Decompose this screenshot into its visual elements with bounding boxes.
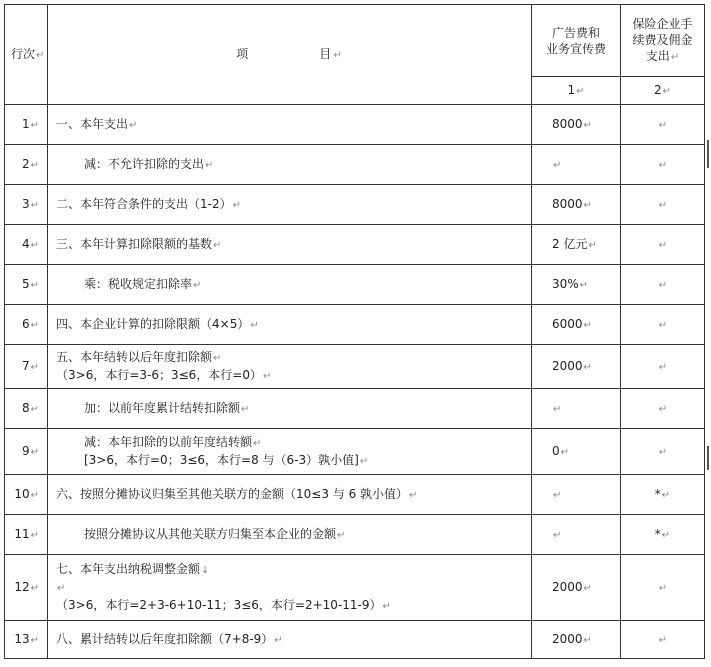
item-description-cell — [48, 389, 532, 429]
cell-text: 按照分摊协议从其他关联方归集至本企业的金额 — [84, 526, 337, 541]
paragraph-mark-icon: ↵ — [553, 159, 562, 171]
cell-text: 加：以前年度累计结转扣除额 — [84, 400, 241, 415]
paragraph-mark-icon: ↵ — [658, 159, 668, 171]
header-item — [48, 5, 532, 105]
paragraph-mark-icon: ↵ — [583, 634, 592, 646]
cell-text: 13 — [14, 631, 30, 646]
item-description-cell — [48, 555, 532, 621]
cell-text: 八、累计结转以后年度扣除额（7+8-9） — [56, 631, 274, 646]
header-advertising — [532, 5, 621, 77]
paragraph-mark-icon: ↵ — [583, 361, 592, 373]
paragraph-mark-icon: ↵ — [658, 403, 668, 415]
cell-text: 8 — [21, 400, 30, 415]
paragraph-mark-icon: ↵ — [553, 403, 562, 415]
paragraph-mark-icon: ↵ — [213, 239, 222, 251]
cell-text: 项 — [236, 46, 250, 61]
cell-text: 续费及佣金 — [632, 32, 693, 47]
row-number-cell — [5, 145, 48, 185]
paragraph-mark-icon: ↵ — [250, 319, 259, 331]
table-row — [5, 429, 705, 475]
row-number-cell — [5, 621, 48, 659]
paragraph-mark-icon: ↵ — [213, 352, 222, 364]
cell-text: 2 — [21, 156, 30, 171]
cell-text: 6000 — [552, 316, 583, 331]
paragraph-mark-icon: ↵ — [253, 437, 262, 449]
paragraph-mark-icon: ↵ — [658, 199, 668, 211]
paragraph-mark-icon: ↵ — [359, 455, 369, 467]
paragraph-mark-icon: ↵ — [583, 582, 592, 594]
row-number-cell — [5, 305, 48, 345]
insurance-amount-cell — [621, 105, 705, 145]
paragraph-mark-icon: ↵ — [232, 199, 241, 211]
row-number-cell — [5, 185, 48, 225]
cell-text: 一、本年支出 — [56, 116, 129, 131]
paragraph-mark-icon: ↵ — [30, 582, 39, 594]
paragraph-mark-icon: ↵ — [670, 51, 680, 63]
cell-text: 乘：税收规定扣除率 — [84, 276, 193, 291]
cell-text: 9 — [21, 443, 30, 458]
cell-text: 2000 — [552, 631, 583, 646]
row-number-cell — [5, 515, 48, 555]
cell-text: 二、本年符合条件的支出（1-2） — [56, 196, 232, 211]
paragraph-mark-icon: ↵ — [30, 529, 39, 541]
item-description-cell — [48, 185, 532, 225]
item-description-cell — [48, 429, 532, 475]
paragraph-mark-icon: ↵ — [658, 361, 668, 373]
item-description-cell — [48, 265, 532, 305]
advertising-amount-cell — [532, 265, 621, 305]
item-description-cell — [48, 621, 532, 659]
table-row — [5, 475, 705, 515]
paragraph-mark-icon: ↵ — [241, 403, 250, 415]
insurance-amount-cell — [621, 515, 705, 555]
advertising-amount-cell — [532, 225, 621, 265]
advertising-amount-cell — [532, 555, 621, 621]
insurance-amount-cell — [621, 621, 705, 659]
header-row — [5, 5, 705, 77]
cell-text: * — [654, 486, 661, 501]
adv-col-number — [532, 77, 621, 105]
paragraph-mark-icon: ↵ — [36, 49, 45, 61]
row-number-cell — [5, 555, 48, 621]
cell-text: 30% — [552, 276, 579, 291]
paragraph-mark-icon: ↵ — [274, 634, 283, 646]
cell-text: 六、按照分摊协议归集至其他关联方的金额（10≤3 与 6 孰小值） — [56, 486, 409, 501]
paragraph-mark-icon: ↵ — [658, 319, 668, 331]
row-number-cell — [5, 265, 48, 305]
paragraph-mark-icon: ↵ — [661, 529, 671, 541]
row-number-cell — [5, 225, 48, 265]
paragraph-mark-icon: ↵ — [662, 85, 672, 97]
table-row — [5, 305, 705, 345]
table-row — [5, 555, 705, 621]
insurance-amount-cell — [621, 475, 705, 515]
paragraph-mark-icon: ↵ — [579, 279, 589, 291]
paragraph-mark-icon: ↵ — [560, 446, 570, 458]
paragraph-mark-icon: ↵ — [583, 199, 592, 211]
table-row — [5, 389, 705, 429]
cell-text: 7 — [21, 358, 30, 373]
item-description-cell — [48, 515, 532, 555]
paragraph-mark-icon: ↓ — [201, 564, 210, 576]
paragraph-mark-icon: ↵ — [588, 239, 597, 251]
paragraph-mark-icon: ↵ — [661, 489, 671, 501]
paragraph-mark-icon: ↵ — [333, 49, 343, 61]
paragraph-mark-icon: ↵ — [382, 600, 391, 612]
table-row — [5, 621, 705, 659]
advertising-amount-cell — [532, 145, 621, 185]
cell-text: 五、本年结转以后年度扣除额 — [56, 349, 213, 364]
paragraph-mark-icon: ↵ — [553, 489, 562, 501]
row-number-cell — [5, 389, 48, 429]
advertising-amount-cell — [532, 185, 621, 225]
cell-text: 8000 — [552, 116, 583, 131]
paragraph-mark-icon: ↵ — [658, 119, 668, 131]
advertising-amount-cell — [532, 475, 621, 515]
cell-text: 四、本企业计算的扣除限额（4×5） — [56, 316, 250, 331]
margin-marker — [707, 140, 709, 168]
cell-text: 行次 — [11, 46, 36, 61]
paragraph-mark-icon: ↵ — [30, 159, 39, 171]
item-description-cell — [48, 225, 532, 265]
advertising-amount-cell — [532, 621, 621, 659]
paragraph-mark-icon: ↵ — [583, 319, 592, 331]
cell-text: 12 — [14, 579, 30, 594]
cell-text: 三、本年计算扣除限额的基数 — [56, 236, 213, 251]
advertising-amount-cell — [532, 389, 621, 429]
paragraph-mark-icon: ↵ — [30, 239, 39, 251]
cell-text: 减：本年扣除的以前年度结转额 — [84, 434, 253, 449]
header-row-no — [5, 5, 48, 105]
insurance-amount-cell — [621, 345, 705, 389]
paragraph-mark-icon: ↵ — [658, 582, 668, 594]
cell-text: 目 — [319, 46, 333, 61]
item-description-cell — [48, 105, 532, 145]
row-number-cell — [5, 475, 48, 515]
cell-text: * — [654, 526, 661, 541]
insurance-amount-cell — [621, 265, 705, 305]
table-row — [5, 515, 705, 555]
cell-text: 2 亿元 — [552, 236, 588, 251]
cell-text: 2000 — [552, 358, 583, 373]
paragraph-mark-icon: ↵ — [658, 239, 668, 251]
table-row — [5, 145, 705, 185]
item-description-cell — [48, 345, 532, 389]
paragraph-mark-icon: ↵ — [30, 319, 39, 331]
paragraph-mark-icon: ↵ — [409, 489, 418, 501]
paragraph-mark-icon: ↵ — [576, 85, 585, 97]
cell-text: 保险企业手 — [632, 16, 693, 31]
cell-text: 七、本年支出纳税调整金额 — [56, 561, 201, 576]
paragraph-mark-icon: ↵ — [658, 634, 668, 646]
deduction-table — [4, 4, 705, 659]
paragraph-mark-icon: ↵ — [337, 529, 346, 541]
table-row — [5, 345, 705, 389]
row-number-cell — [5, 429, 48, 475]
insurance-amount-cell — [621, 389, 705, 429]
cell-text: 2 — [653, 82, 662, 97]
row-number-cell — [5, 105, 48, 145]
table-row — [5, 105, 705, 145]
cell-text: 广告费和 — [551, 25, 600, 40]
cell-text: 5 — [21, 276, 30, 291]
cell-text: 业务宣传费 — [545, 41, 606, 56]
ins-col-number — [621, 77, 705, 105]
paragraph-mark-icon: ↵ — [263, 370, 272, 382]
advertising-amount-cell — [532, 515, 621, 555]
paragraph-mark-icon: ↵ — [583, 119, 592, 131]
paragraph-mark-icon: ↵ — [658, 279, 668, 291]
paragraph-mark-icon: ↵ — [30, 199, 39, 211]
paragraph-mark-icon: ↵ — [30, 279, 39, 291]
cell-text: 11 — [14, 526, 30, 541]
cell-text: 10 — [14, 486, 30, 501]
cell-text: 8000 — [552, 196, 583, 211]
insurance-amount-cell — [621, 429, 705, 475]
advertising-amount-cell — [532, 345, 621, 389]
paragraph-mark-icon: ↵ — [553, 529, 562, 541]
paragraph-mark-icon: ↵ — [193, 279, 202, 291]
paragraph-mark-icon: ↵ — [30, 403, 39, 415]
insurance-amount-cell — [621, 145, 705, 185]
paragraph-mark-icon: ↵ — [57, 582, 66, 594]
insurance-amount-cell — [621, 185, 705, 225]
item-description-cell — [48, 305, 532, 345]
header-insurance-commission — [621, 5, 705, 77]
cell-text: 2000 — [552, 579, 583, 594]
item-description-cell — [48, 145, 532, 185]
insurance-amount-cell — [621, 305, 705, 345]
cell-text: （3>6，本行=3-6；3≤6，本行=0） — [56, 367, 262, 382]
advertising-amount-cell — [532, 105, 621, 145]
cell-text: 6 — [21, 316, 30, 331]
insurance-amount-cell — [621, 555, 705, 621]
cell-text: [3>6，本行=0；3≤6，本行=8 与（6-3）孰小值] — [84, 452, 359, 467]
item-description-cell — [48, 475, 532, 515]
paragraph-mark-icon: ↵ — [30, 119, 39, 131]
cell-text: （3>6，本行=2+3-6+10-11；3≤6，本行=2+10-11-9） — [56, 597, 382, 612]
paragraph-mark-icon: ↵ — [30, 634, 39, 646]
table-row — [5, 185, 705, 225]
paragraph-mark-icon: ↵ — [658, 446, 668, 458]
table-row — [5, 265, 705, 305]
advertising-amount-cell — [532, 305, 621, 345]
margin-marker — [707, 446, 709, 470]
cell-text: 0 — [552, 443, 560, 458]
paragraph-mark-icon: ↵ — [30, 489, 39, 501]
paragraph-mark-icon: ↵ — [129, 119, 138, 131]
cell-text: 4 — [21, 236, 30, 251]
cell-text: 1 — [567, 82, 576, 97]
row-number-cell — [5, 345, 48, 389]
table-row — [5, 225, 705, 265]
paragraph-mark-icon: ↵ — [205, 159, 214, 171]
cell-text: 1 — [21, 116, 30, 131]
cell-text: 支出 — [645, 48, 670, 63]
paragraph-mark-icon: ↵ — [30, 446, 39, 458]
cell-text: 3 — [21, 196, 30, 211]
advertising-amount-cell — [532, 429, 621, 475]
cell-text: 减：不允许扣除的支出 — [84, 156, 205, 171]
insurance-amount-cell — [621, 225, 705, 265]
paragraph-mark-icon: ↵ — [30, 361, 39, 373]
